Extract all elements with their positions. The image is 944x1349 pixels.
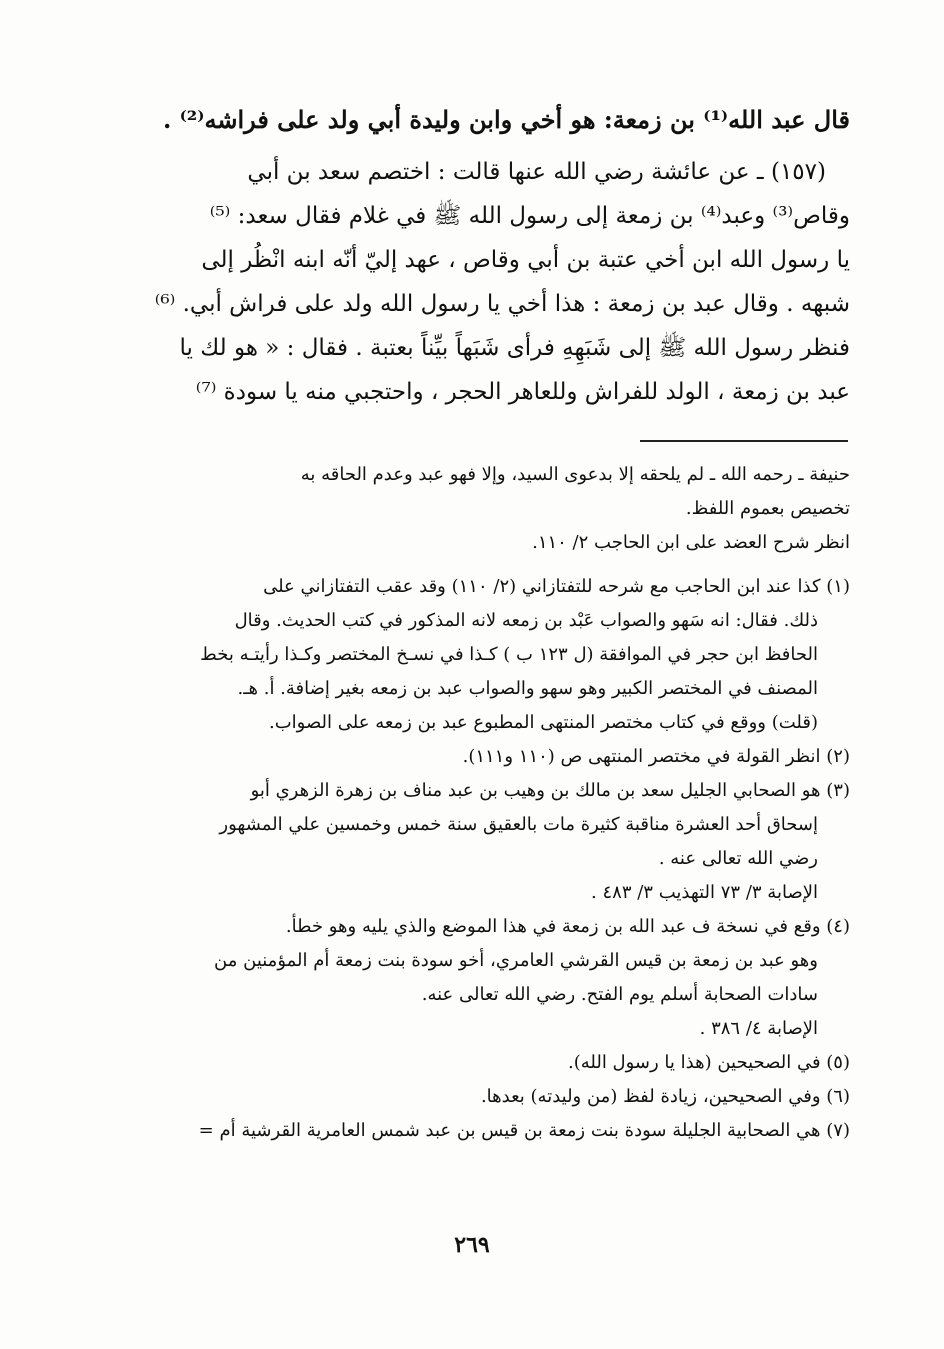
footnote-reference: انظر شرح العضد على ابن الحاجب ٢/ ١١٠. [532,532,850,553]
footnote-1-line: الحافظ ابن حجر في الموافقة (ل ١٢٣ ب ) كـذا في نسـخ المختصر وكـذا رأيتـه بخط [200,644,818,665]
footnote-3-reference: الإصابة ٣/ ٧٣ التهذيب ٣/ ٤٨٣ . [591,882,818,903]
footnote-3-line: إسحاق أحد العشرة مناقبة كثيرة مات بالعقيق سنة خمس وخمسين علي المشهور [219,814,818,835]
footnote-4-line: (٤) وقع في نسخة ف عبد الله بن زمعة في هذا الموضع والذي يليه وهو خطأ. [285,916,850,937]
main-line-4: يا رسول الله ابن أخي عتبة بن أبي وقاص ، عهد إليّ أنّه ابنه انْظُر إلى [201,247,850,273]
footnote-3-line: (٣) هو الصحابي الجليل سعد بن مالك بن وهيب بن عبد مناف بن زهرة الزهري أبو [250,780,850,801]
footnote-divider [640,440,848,442]
footnote-1-line: (١) كذا عند ابن الحاجب مع شرحه للتفتازاني (٢/ ١١٠) وقد عقب التفتازاني على [263,576,850,597]
main-line-3: وقاص⁽³⁾ وعبد⁽⁴⁾ بن زمعة إلى رسول الله ﷺ في غلام فقال سعد: ⁽⁵⁾ [209,203,850,229]
main-line-7: عبد بن زمعة ، الولد للفراش وللعاهر الحجر ، واحتجبي منه يا سودة ⁽⁷⁾ [195,379,850,405]
footnote-continuation-line: حنيفة ـ رحمه الله ـ لم يلحقه إلا بدعوى السيد، وإلا فهو عبد وعدم الحاقه به [300,464,850,485]
main-line-1: قال عبد الله⁽¹⁾ بن زمعة: هو أخي وابن وليدة أبي ولد على فراشه⁽²⁾ . [162,105,850,134]
main-line-6: فنظر رسول الله ﷺ إلى شَبَهِهِ فرأى شَبَهاً بيِّناً بعتبة . فقال : « هو لك يا [179,335,850,361]
footnotes [150,458,850,1148]
footnote-4-line: وهو عبد بن زمعة بن قيس القرشي العامري، أخو سودة بنت زمعة أم المؤمنين من [214,950,818,971]
footnote-5-line: (٥) في الصحيحين (هذا يا رسول الله). [567,1052,850,1073]
footnote-4-reference: الإصابة ٤/ ٣٨٦ . [699,1018,818,1039]
footnote-1-line: ذلك. فقال: انه سَهو والصواب عَبْد بن زمعه لانه المذكور في كتب الحديث. وقال [234,610,818,631]
footnote-1-line: المصنف في المختصر الكبير وهو سهو والصواب عبد بن زمعه بغير إضافة. أ. هـ. [237,678,818,699]
main-line-5: شبهه . وقال عبد بن زمعة : هذا أخي يا رسول الله ولد على فراش أبي. ⁽⁶⁾ [154,291,850,317]
footnote-2-line: (٢) انظر القولة في مختصر المنتهى ص (١١٠ و١١١). [462,746,850,767]
main-text [150,98,850,414]
footnote-6-line: (٦) وفي الصحيحين، زيادة لفظ (من وليدته) بعدها. [480,1086,850,1107]
footnote-1-line: (قلت) ووقع في كتاب مختصر المنتهى المطبوع عبد بن زمعه على الصواب. [268,712,818,733]
footnote-continuation-line: تخصيص بعموم اللفظ. [685,498,850,519]
footnote-3-line: رضي الله تعالى عنه . [658,848,818,869]
footnote-4-line: سادات الصحابة أسلم يوم الفتح. رضي الله تعالى عنه. [421,984,818,1005]
page-number: ٢٦٩ [454,1232,490,1258]
main-line-2: (١٥٧) ـ عن عائشة رضي الله عنها قالت : اختصم سعد بن أبي [247,159,826,185]
footnote-7-line: (٧) هي الصحابية الجليلة سودة بنت زمعة بن قيس بن عبد شمس العامرية القرشية أم = [198,1120,850,1141]
